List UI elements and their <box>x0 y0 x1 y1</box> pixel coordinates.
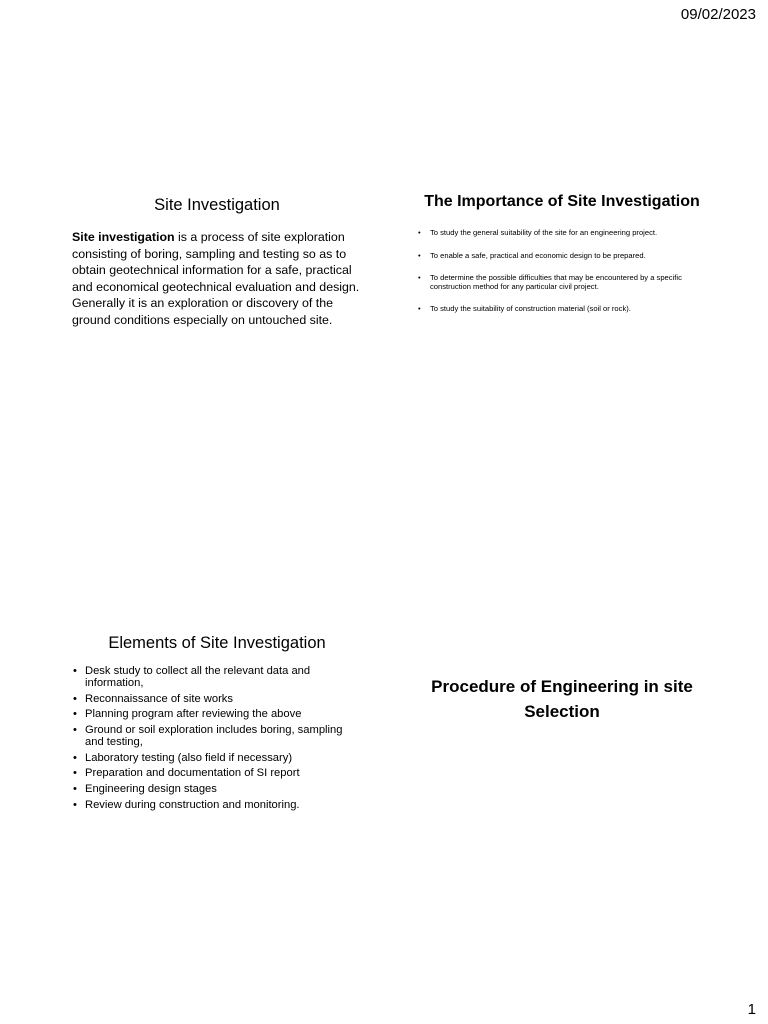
slide-title: Elements of Site Investigation <box>108 634 326 652</box>
header-date: 09/02/2023 <box>680 6 756 23</box>
list-item: • Reconnaissance of site works <box>73 692 233 705</box>
slide-importance-of-site-investigation <box>412 193 712 328</box>
body-text: is a process of site exploration consisting of boring, sampling and testing so as to obtain geotechnical information for a safe, practical and economical geotechnical evaluation and design. Generally it is an exploration or discovery of the ground conditions especially on untouched site. <box>72 230 360 327</box>
list-item: • Ground or soil exploration includes boring, sampling and testing, <box>73 723 343 749</box>
bullet-icon: • <box>418 304 421 314</box>
bullet-icon: • <box>73 692 77 705</box>
bullet-icon: • <box>418 273 421 283</box>
list-item: • Engineering design stages <box>73 782 217 795</box>
list-item: • Laboratory testing (also field if necessary) <box>73 751 293 764</box>
bullet-list <box>412 229 712 314</box>
list-item: • Review during construction and monitoring. <box>73 798 300 811</box>
bullet-icon: • <box>73 751 77 764</box>
slide-site-investigation <box>72 196 362 328</box>
bullet-icon: • <box>73 723 77 736</box>
bullet-icon: • <box>73 708 77 721</box>
slide-elements-of-site-investigation <box>72 634 362 814</box>
bullet-icon: • <box>418 228 421 237</box>
bullet-icon: • <box>73 782 77 795</box>
bullet-icon: • <box>418 250 421 260</box>
bullet-icon: • <box>73 665 77 677</box>
slide-title: Procedure of Engineering in site Selection <box>431 677 693 721</box>
list-item: • Preparation and documentation of SI report <box>73 767 300 780</box>
list-item: • To study the suitability of construction material (soil or rock). <box>418 304 631 314</box>
list-item: • Planning program after reviewing the above <box>73 708 302 721</box>
list-item: • To determine the possible difficulties that may be encountered by a specific construction method for any particular civil project. <box>418 273 682 291</box>
list-item: • To study the general suitability of the site for an engineering project. <box>418 228 658 237</box>
bullet-icon: • <box>73 798 77 811</box>
slide-procedure-of-engineering <box>412 674 712 724</box>
bullet-icon: • <box>73 767 77 780</box>
bullet-list <box>72 665 362 811</box>
slide-title: Site Investigation <box>154 196 280 214</box>
bold-term: Site investigation <box>72 230 175 244</box>
list-item: • Desk study to collect all the relevant data and information, <box>73 665 311 690</box>
page-number: 1 <box>747 1001 756 1018</box>
slide-title: The Importance of Site Investigation <box>424 193 700 210</box>
slide-body-paragraph <box>72 229 362 328</box>
list-item: • To enable a safe, practical and economic design to be prepared. <box>418 250 646 260</box>
